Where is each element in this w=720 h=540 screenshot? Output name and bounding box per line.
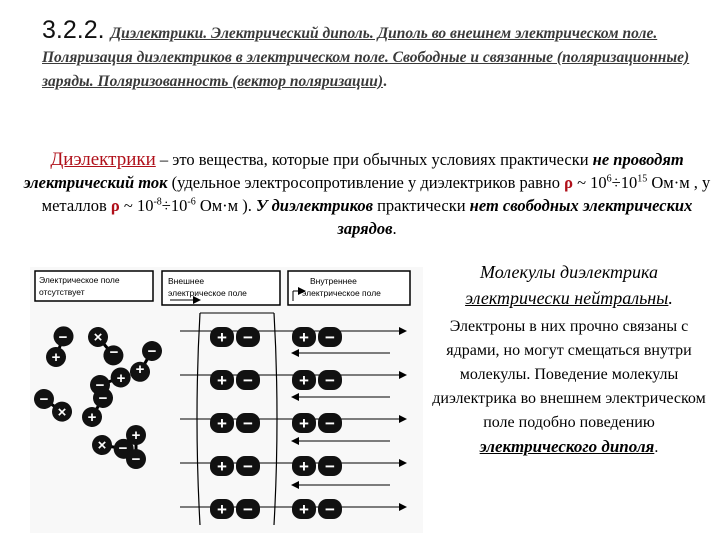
svg-text:−: − xyxy=(109,344,119,361)
molecule-body xyxy=(424,315,714,460)
svg-text:−: − xyxy=(243,371,253,390)
molecule-period: . xyxy=(668,288,673,308)
definition-emphasis: не проводят электрический ток xyxy=(23,150,684,192)
svg-text:+: + xyxy=(217,414,227,433)
definition-text: практически xyxy=(372,196,470,215)
molecule-line1: Молекулы диэлектрика xyxy=(479,262,659,282)
label-no-field xyxy=(35,271,153,301)
svg-text:−: − xyxy=(131,451,141,468)
molecule-body-text: Электроны в них прочно связаны с ядрами, но могут смещаться внутри молекулы. Поведение молекулы диэлектрика во внешнем электрическом поле подобно поведению xyxy=(432,318,706,431)
definition-text: ~ 10 xyxy=(119,196,154,215)
exponent: 6 xyxy=(606,173,612,185)
definition-text: ÷10 xyxy=(611,173,638,192)
exponent: -6 xyxy=(187,196,196,208)
svg-text:−: − xyxy=(243,328,253,347)
definition-text: – это вещества, которые при обычных условиях практически xyxy=(155,150,593,169)
label-internal-line1: Внутреннее xyxy=(310,276,357,286)
exponent: -8 xyxy=(153,196,162,208)
definition-emphasis: нет свободных электрических зарядов xyxy=(337,196,693,238)
svg-text:−: − xyxy=(58,329,68,346)
svg-text:−: − xyxy=(325,328,335,347)
definition-text: ~ 10 xyxy=(572,173,607,192)
svg-text:+: + xyxy=(51,349,61,366)
label-external-line2: электрическое поле xyxy=(168,288,247,298)
electric-dipole-term: электрического диполя xyxy=(479,437,655,456)
polarization-figure xyxy=(30,267,423,533)
svg-text:−: − xyxy=(39,391,49,408)
svg-text:+: + xyxy=(217,371,227,390)
title-period: . xyxy=(383,73,387,90)
svg-text:+: + xyxy=(299,414,309,433)
svg-text:×: × xyxy=(97,437,107,454)
svg-text:×: × xyxy=(93,329,103,346)
molecule-explanation xyxy=(424,259,714,460)
svg-text:+: + xyxy=(299,500,309,519)
svg-text:+: + xyxy=(217,457,227,476)
label-internal-line2: электрическое поле xyxy=(302,288,381,298)
svg-text:+: + xyxy=(217,500,227,519)
definition-emphasis: У диэлектриков xyxy=(256,196,373,215)
definition-text: ÷10 xyxy=(161,196,188,215)
definition-text: Ом·м , у металлов xyxy=(41,173,711,215)
slide-title xyxy=(42,18,692,94)
rho-symbol: ρ xyxy=(564,173,573,192)
label-external-line1: Внешнее xyxy=(168,276,205,286)
svg-text:+: + xyxy=(299,328,309,347)
svg-text:−: − xyxy=(325,500,335,519)
svg-text:−: − xyxy=(243,414,253,433)
definition-paragraph xyxy=(22,148,712,240)
svg-text:−: − xyxy=(95,377,105,394)
label-no-field-line1: Электрическое поле xyxy=(39,275,120,285)
neutral-molecules-heading xyxy=(424,259,714,311)
body-period: . xyxy=(654,439,659,456)
svg-text:+: + xyxy=(299,457,309,476)
svg-text:−: − xyxy=(325,414,335,433)
label-no-field-line2: отсутствует xyxy=(39,287,85,297)
svg-text:+: + xyxy=(135,361,145,378)
svg-text:+: + xyxy=(299,371,309,390)
svg-text:+: + xyxy=(116,370,126,387)
rho-symbol: ρ xyxy=(110,196,120,215)
definition-text: Ом·м ). xyxy=(195,196,256,215)
svg-text:+: + xyxy=(131,427,141,444)
definition-text: (удельное электросопротивление у диэлектриков равно xyxy=(167,173,565,192)
svg-text:−: − xyxy=(118,440,128,457)
svg-text:−: − xyxy=(325,457,335,476)
definition-text: . xyxy=(392,219,397,238)
svg-text:+: + xyxy=(87,409,97,426)
exponent: 15 xyxy=(637,173,648,185)
term-dielectrics: Диэлектрики xyxy=(50,149,156,170)
svg-text:+: + xyxy=(217,328,227,347)
label-internal-field xyxy=(288,271,410,305)
svg-text:−: − xyxy=(243,500,253,519)
svg-text:−: − xyxy=(98,390,108,407)
svg-text:−: − xyxy=(147,343,157,360)
section-number: 3.2.2. xyxy=(42,16,105,44)
molecule-line2: электрически нейтральны xyxy=(465,288,669,308)
title-text: Диэлектрики. Электрический диполь. Диполь во внешнем электрическом поле. Поляризация диэлектриков в электрическом поле. Свободные и связанные (поляризационные) заряды. Поляризованность (вектор поляризации) xyxy=(42,25,690,90)
svg-text:×: × xyxy=(57,404,67,421)
svg-text:−: − xyxy=(325,371,335,390)
svg-text:−: − xyxy=(243,457,253,476)
